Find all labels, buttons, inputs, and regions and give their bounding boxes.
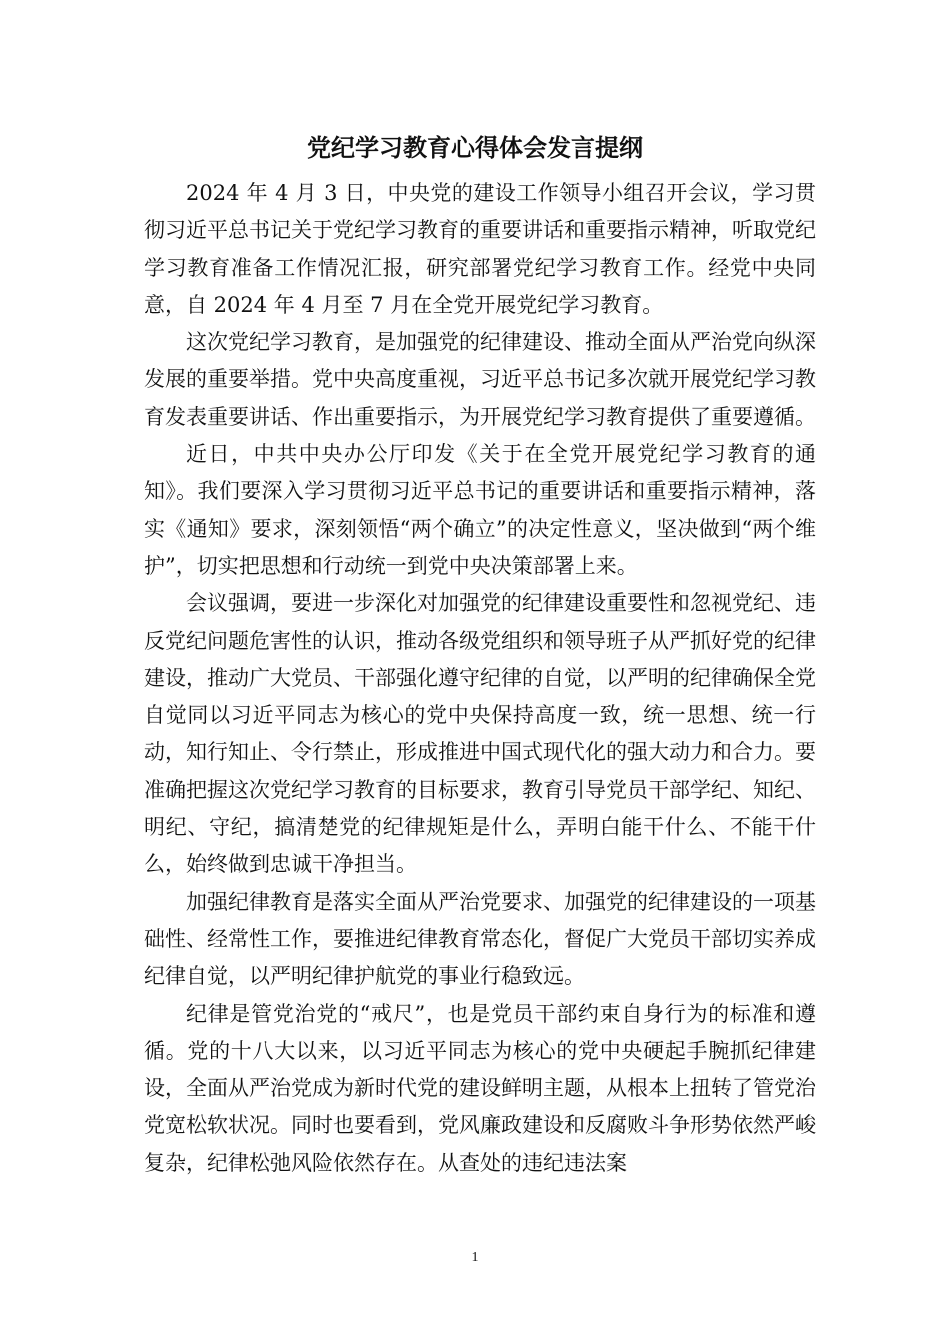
page-number: 1 <box>471 1250 479 1265</box>
document-body <box>144 175 816 1182</box>
paragraph-6: 纪律是管党治党的“戒尺”，也是党员干部约束自身行为的标准和遵循。党的十八大以来，以习近平同志为核心的党中央硬起手腕抓纪律建设，全面从严治党成为新时代党的建设鲜明主题，从根本上扭转了管党治党宽松软状况。同时也要看到，党风廉政建设和反腐败斗争形势依然严峻复杂，纪律松弛风险依然存在。从查处的违纪违法案 <box>144 1001 816 1175</box>
paragraph-4: 会议强调，要进一步深化对加强党的纪律建设重要性和忽视党纪、违反党纪问题危害性的认识，推动各级党组织和领导班子从严抓好党的纪律建设，推动广大党员、干部强化遵守纪律的自觉，以严明的纪律确保全党自觉同以习近平同志为核心的党中央保持高度一致，统一思想、统一行动，知行知止、令行禁止，形成推进中国式现代化的强大动力和合力。要准确把握这次党纪学习教育的目标要求，教育引导党员干部学纪、知纪、明纪、守纪，搞清楚党的纪律规矩是什么，弄明白能干什么、不能干什么，始终做到忠诚干净担当。 <box>144 591 816 877</box>
paragraph-3: 近日，中共中央办公厅印发《关于在全党开展党纪学习教育的通知》。我们要深入学习贯彻习近平总书记的重要讲话和重要指示精神，落实《通知》要求，深刻领悟“两个确立”的决定性意义，坚决做到“两个维护”，切实把思想和行动统一到党中央决策部署上来。 <box>144 442 816 578</box>
document-title: 党纪学习教育心得体会发言提纲 <box>307 134 643 162</box>
paragraph-5: 加强纪律教育是落实全面从严治党要求、加强党的纪律建设的一项基础性、经常性工作，要推进纪律教育常态化，督促广大党员干部切实养成纪律自觉，以严明纪律护航党的事业行稳致远。 <box>144 889 816 989</box>
paragraph-2: 这次党纪学习教育，是加强党的纪律建设、推动全面从严治党向纵深发展的重要举措。党中央高度重视，习近平总书记多次就开展党纪学习教育发表重要讲话、作出重要指示，为开展党纪学习教育提供了重要遵循。 <box>144 330 816 429</box>
paragraph-1: 2024 年 4 月 3 日，中央党的建设工作领导小组召开会议，学习贯彻习近平总书记关于党纪学习教育的重要讲话和重要指示精神，听取党纪学习教育准备工作情况汇报，研究部署党纪学习教育工作。经党中央同意，自 2024 年 4 月至 7 月在全党开展党纪学习教育。 <box>144 181 816 317</box>
